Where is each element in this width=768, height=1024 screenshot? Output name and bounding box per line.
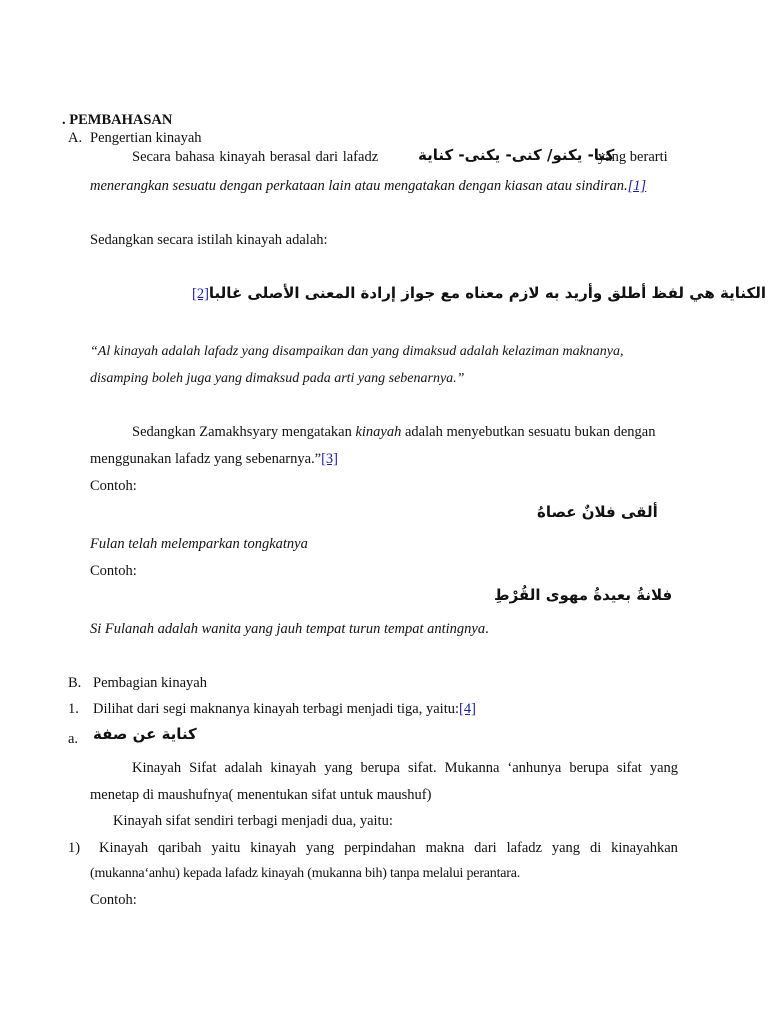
division-item-1-number: 1. — [68, 701, 79, 717]
example3-label: Contoh: — [90, 892, 137, 908]
word: yang — [306, 840, 335, 856]
bahasa-definition-text: menerangkan sesuatu dengan perkataan lain atau mengatakan dengan kiasan atau sindiran. — [90, 178, 628, 194]
word: di — [589, 840, 602, 856]
word: kinayah — [250, 840, 297, 856]
footnote-ref-1[interactable]: [1] — [627, 178, 647, 194]
example2-arabic: فلانةُ بعيدةُ مهوى القُرْطِ — [494, 586, 673, 604]
example2-translation-text: Si Fulanah adalah wanita yang jauh tempat turun tempat antingnya — [90, 621, 486, 637]
example2-translation — [90, 622, 489, 637]
zamakhsyary-line2-text: menggunakan lafadz yang sebenarnya.” — [90, 451, 322, 467]
item-a-arabic: كناية عن صفة — [93, 725, 197, 743]
qaribah-line2: (mukanna‘anhu) kepada lafadz kinayah (mukanna bih) tanpa melalui perantara. — [90, 866, 521, 881]
word: kinayah — [270, 760, 317, 776]
word: yang — [649, 760, 678, 776]
word: sifat. — [408, 760, 437, 776]
word: Kinayah — [132, 760, 182, 776]
sifat-paragraph-line2: menetap di maushufnya( menentukan sifat untuk maushuf) — [90, 787, 432, 803]
lafadz-arabic: كنا- يكنو/ كنى- يكنى- كناية — [418, 146, 615, 164]
bahasa-definition — [90, 179, 646, 194]
footnote-ref-3[interactable]: [3] — [321, 451, 339, 467]
word: makna — [425, 840, 465, 856]
word: ‘anhunya — [507, 760, 562, 776]
footnote-ref-2[interactable]: [2] — [192, 286, 209, 302]
section-a-title: Pengertian kinayah — [90, 130, 202, 146]
section-b-title: Pembagian kinayah — [93, 675, 207, 691]
zamakhsyary-end: adalah menyebutkan sesuatu bukan dengan — [405, 424, 656, 440]
section-a-label: A. — [68, 130, 83, 146]
definition-translation-line1: “Al kinayah adalah lafadz yang disampaikan dan yang dimaksud adalah kelaziman maknanya, — [90, 344, 624, 359]
word: Mukanna — [444, 760, 500, 776]
example2-label: Contoh: — [90, 563, 137, 579]
division-item-1 — [93, 702, 476, 717]
sifat-division: Kinayah sifat sendiri terbagi menjadi dua, yaitu: — [113, 813, 393, 829]
example1-label: Contoh: — [90, 478, 137, 494]
word: dari — [474, 840, 497, 856]
definition-arabic: الكناية هي لفظ أطلق وأريد به لازم معناه مع جواز إرادة المعنى الأصلى غالبا — [208, 284, 767, 302]
sifat-paragraph-line1 — [132, 761, 678, 776]
zamakhsyary-start: Sedangkan Zamakhsyary mengatakan — [132, 424, 352, 440]
example2-period: . — [485, 621, 489, 637]
word: qaribah — [158, 840, 202, 856]
word: adalah — [224, 760, 263, 776]
example1-translation: Fulan telah melemparkan tongkatnya — [90, 536, 308, 552]
section-b-label: B. — [68, 675, 82, 691]
footnote-ref-4[interactable]: [4] — [459, 701, 476, 717]
bahasa-intro: Secara bahasa kinayah berasal dari lafadz — [132, 149, 379, 165]
word: yaitu — [211, 840, 241, 856]
division-item-1-text: Dilihat dari segi maknanya kinayah terbagi menjadi tiga, yaitu: — [93, 701, 460, 717]
section-heading: . PEMBAHASAN — [62, 112, 173, 128]
word: yang — [324, 760, 353, 776]
item-a-label: a. — [68, 731, 79, 747]
qaribah-number: 1) — [68, 840, 81, 856]
example1-arabic: ألقى فلانٌ عصاهُ — [537, 503, 658, 521]
zamakhsyary-line1 — [132, 425, 655, 440]
definition-translation-line2: disamping boleh juga yang dimaksud pada arti yang sebenarnya.” — [90, 371, 465, 386]
word: Kinayah — [99, 840, 149, 856]
word: berupa — [360, 760, 400, 776]
istilah-intro: Sedangkan secara istilah kinayah adalah: — [90, 232, 328, 248]
word: Sifat — [189, 760, 217, 776]
word: lafadz — [506, 840, 542, 856]
word: perpindahan — [344, 840, 416, 856]
qaribah-line1 — [99, 841, 678, 856]
bahasa-meaning-label: yang berarti — [598, 149, 668, 165]
zamakhsyary-kinayah: kinayah — [355, 424, 402, 440]
istilah-definition — [192, 286, 766, 302]
word: sifat — [616, 760, 642, 776]
word: kinayahkan — [611, 840, 678, 856]
word: berupa — [569, 760, 609, 776]
word: yang — [551, 840, 581, 856]
zamakhsyary-line2 — [90, 452, 338, 467]
